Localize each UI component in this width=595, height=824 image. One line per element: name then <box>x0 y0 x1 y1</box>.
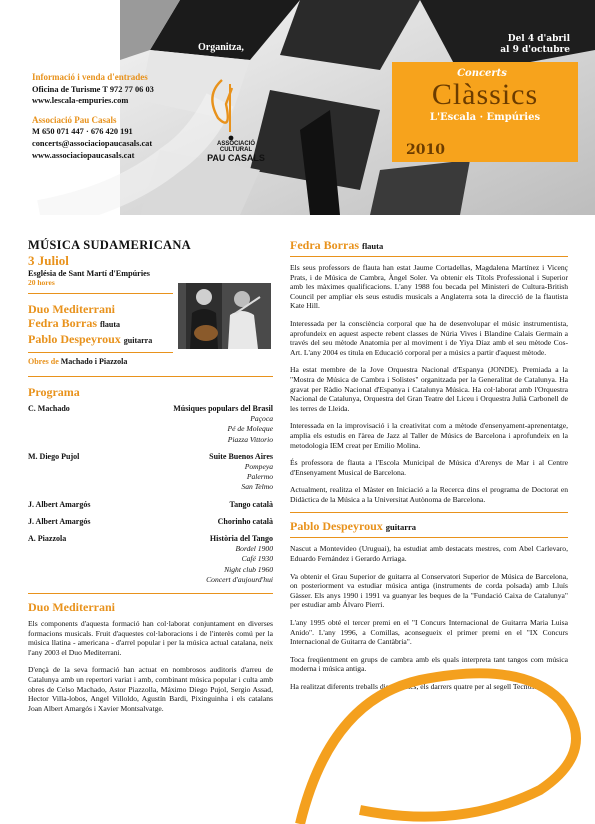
association-big-label: PAU CASALS <box>207 153 265 163</box>
divider <box>28 293 173 294</box>
programa-work-title: Suite Buenos Aires <box>209 451 273 461</box>
contact-info <box>32 72 192 161</box>
association-small-label: ASSOCIACIÓ CULTURAL <box>216 141 255 153</box>
divider <box>290 256 568 257</box>
pablo-paragraph: Toca freqüentment en grups de cambra amb els quals interpreta tant tangos com música moderna i música antiga. <box>290 654 568 674</box>
divider <box>28 376 273 377</box>
programa-row <box>28 500 273 510</box>
programa-composer: J. Albert Amargós <box>28 516 91 526</box>
orange-curve-decoration <box>0 640 595 824</box>
fedra-paragraph: Interessada per la consciència corporal que ha de desenvolupar el músic instrumentista, aprofundeix en aquest aspecte rebent classes de Núria Vives i Blandine Calais Germain a través del seu mètode Anatomia per al moviment i de Yiya Díaz amb el seu mètode Cos-Art. L'any 2004 es titula en Educació corporal per a músics a partir d'aquest mètode. <box>290 318 568 357</box>
fedra-paragraph: És professora de flauta a l'Escola Municipal de Música d'Arenys de Mar i al Centre d'Ensenyament Musical de Barcelona. <box>290 458 568 477</box>
brand-classics: Clàssics <box>431 78 539 111</box>
programa-work-title: Músiques populars del Brasil <box>173 404 273 413</box>
pablo-paragraph: Nascut a Montevideo (Uruguai), ha estudiat amb destacats mestres, com Abel Carlevaro, Eduardo Fernández i Gerardo Arriaga. <box>290 544 568 564</box>
brand-concerts: Concerts <box>457 68 507 79</box>
duo-paragraph: Els components d'aquesta formació han col·laborat conjuntament en diverses formacions musicals. Fruit d'aquestes col·laboracions i de l'interès comú per la música llatina - americana - d'arrel popular i per la música actual catalana, neix l'any 2003 el Duo Mediterrani. <box>28 619 273 657</box>
fedra-paragraph: Actualment, realitza el Màster en Iniciació a la Recerca dins el programa de Doctorat en Didàctica de la Música a la Universitat Autònoma de Barcelona. <box>290 485 568 504</box>
performer-instrument: flauta <box>99 320 120 329</box>
tourism-office: Oficina de Turisme T 972 77 06 03 <box>32 84 154 94</box>
bio-instrument: flauta <box>361 241 384 251</box>
divider <box>28 593 273 594</box>
programa-movement: Paçoca <box>250 414 273 424</box>
pablo-heading <box>290 519 568 534</box>
performers-photo <box>178 283 271 349</box>
works-line <box>28 357 273 366</box>
duo-paragraph: D'ençà de la seva formació han actuat en nombrosos auditoris d'arreu de Catalunya amb un repertori variat i amb, combinant música popular i culta amb obres de Celso Machado, Astor Piazzolla, Máximo Diego Pujol, Sergio Assad, Hector Villa-lobos, Angel Villoldo, Agustín Bardi, Pixinguinha i els catalans Joan Albert Amargós i Xavier Montsalvatge. <box>28 665 273 713</box>
programa-work-title: Història del Tango <box>209 534 273 544</box>
right-column <box>290 238 568 700</box>
programa-row <box>28 534 273 585</box>
programa-work-title: Chorinho català <box>217 516 273 526</box>
event-date: 3 Juliol <box>28 253 69 268</box>
programa-movement: Night club 1960 <box>224 564 273 574</box>
fedra-paragraph: Interessada en la improvisació i la creativitat com a mètode d'ensenyament-aprenentatge, amplia els estudis en l'àrea de Jazz al Taller de Músics de Barcelona i aprofundeix en la metodologia IEM creat per Emilio Molina. <box>290 421 568 450</box>
date-range <box>468 34 570 56</box>
divider <box>290 512 568 513</box>
programa-row <box>28 404 273 445</box>
concerts-brand-box <box>392 62 578 162</box>
performer-name: Pablo Despeyroux <box>28 332 121 346</box>
programa-list <box>28 404 273 585</box>
programa-composer: J. Albert Amargós <box>28 499 91 509</box>
programa-work-title: Tango català <box>229 499 273 509</box>
association-email-link[interactable]: concerts@associaciopaucasals.cat <box>32 138 153 148</box>
tourism-web-link[interactable]: www.lescala-empuries.com <box>32 96 129 106</box>
programa-composer: A. Piazzola <box>28 534 67 544</box>
event-hour: 20 hores <box>28 278 55 287</box>
association-title: Associació Pau Casals <box>32 114 117 125</box>
divider <box>28 352 173 353</box>
fedra-heading <box>290 238 568 253</box>
programa-title: Programa <box>28 385 80 399</box>
performer-name: Fedra Borras <box>28 316 97 330</box>
association-web-link[interactable]: www.associaciopaucasals.cat <box>32 150 135 160</box>
event-title: MÚSICA SUDAMERICANA <box>28 238 191 252</box>
divider <box>290 537 568 538</box>
association-logo-text <box>206 141 266 163</box>
programa-movement: Bordel 1900 <box>235 544 273 554</box>
performer-instrument: guitarra <box>123 336 153 345</box>
pablo-paragraph: L'any 1995 obté el tercer premi en el "I Concurs Internacional de Guitarra Maria Luisa Anido". L'any 1996, a Comillas, aconsegueix el primer premi en el "IX Concurs Internacional de Guitarra de Cantàbria". <box>290 618 568 647</box>
organitza-label: Organitza, <box>198 42 244 53</box>
programa-movement: Pé de Moleque <box>227 424 273 434</box>
association-phones: M 650 071 447 · 676 420 191 <box>32 127 133 137</box>
fedra-paragraph: Ha estat membre de la Jove Orquestra Nacional d'Espanya (JONDE). Premiada a la "Mostra de Música de Cambra i Solistes" organitzada per la Generalitat de Catalunya. Ha gravat per Ràdio Nacional d'Espanya i Catalunya Música. Ha col·laborat amb l'Orquestra Nacional de Catalunya, Orquestra del Gran Teatre del Liceu i Orquestra Julià Carbonell de les terres de Lleida. <box>290 365 568 413</box>
fedra-paragraph: Els seus professors de flauta han estat Jaume Cortadellas, Magdalena Martínez i Vicenç Prats, i de Música de Cambra, Àngel Soler. Va obtenir els Títols Professional i Superior amb les màximes qualificacions. L'any 1988 fou becada pel Ministeri de Cultura-British Council per ampliar els seus estudis musicals a Anglaterra sota la direcció de la flautista Kate Hill. <box>290 263 568 311</box>
date-end: al 9 d'octubre <box>500 45 570 55</box>
info-title: Informació i venda d'entrades <box>32 72 148 82</box>
works-names: Machado i Piazzola <box>60 357 128 366</box>
programa-composer: M. Diego Pujol <box>28 451 80 461</box>
bio-instrument: guitarra <box>385 522 417 533</box>
works-prefix: Obres de <box>28 357 59 366</box>
programa-row <box>28 517 273 527</box>
programa-row <box>28 452 273 493</box>
pablo-paragraph: Va obtenir el Grau Superior de guitarra al Conservatori Superior de Música de Barcelona, on posteriorment va estudiar música antiga (instruments de corda polsada) amb Lluís Gàsser. Els anys 1990 i 1991 va guanyar les beques de la "Fundació Caixa de Catalunya" per estudiar amb Álvaro Pierri. <box>290 571 568 610</box>
programa-movement: Concert d'aujourd'hui <box>206 574 273 584</box>
programa-movement: San Telmo <box>241 482 273 492</box>
programa-movement: Piazza Vittorio <box>227 434 273 444</box>
bio-name: Fedra Borras <box>290 238 359 252</box>
bio-name: Pablo Despeyroux <box>290 519 383 534</box>
brand-year: 2010 <box>406 142 445 158</box>
performer-duo: Duo Mediterrani <box>28 302 115 316</box>
brand-place: L'Escala · Empúries <box>429 112 541 123</box>
programa-composer: C. Machado <box>28 404 70 413</box>
programa-movement: Café 1930 <box>241 554 273 564</box>
date-start: Del 4 d'abril <box>507 34 570 44</box>
event-venue: Església de Sant Martí d'Empúries <box>28 269 150 278</box>
pablo-paragraph: Ha realitzat diferents treballs discogràfics, els darrers quatre per al segell Tecnosaga. <box>290 682 547 691</box>
duo-section-title: Duo Mediterrani <box>28 600 115 615</box>
programa-movement: Pompeya <box>244 462 273 472</box>
programa-movement: Palermo <box>246 472 273 482</box>
